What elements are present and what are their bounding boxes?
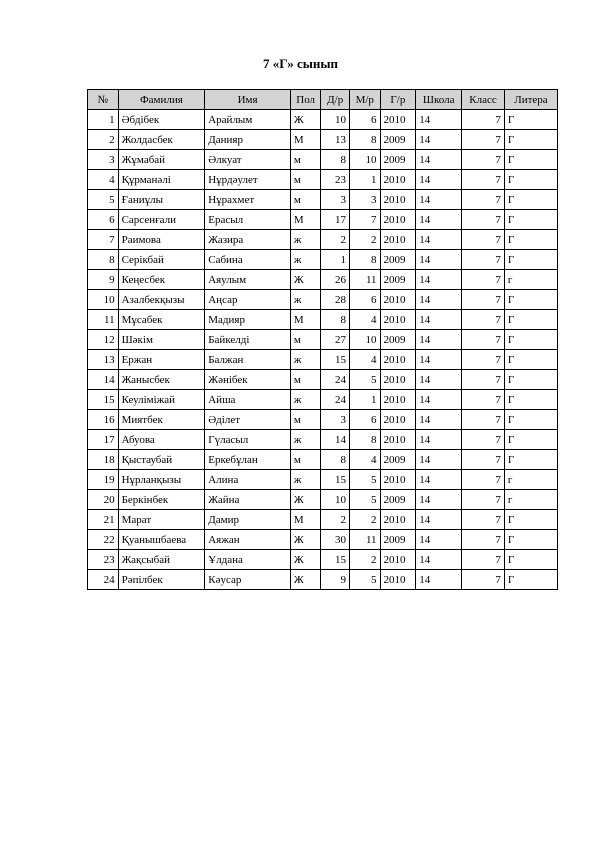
- cell-month: 10: [349, 330, 380, 350]
- cell-school: 14: [416, 370, 462, 390]
- cell-year: 2010: [380, 550, 416, 570]
- cell-surname: Жаныcбек: [118, 370, 205, 390]
- table-row: [88, 390, 558, 410]
- cell-letter: Г: [504, 150, 557, 170]
- cell-letter: Г: [504, 250, 557, 270]
- cell-month: 7: [349, 210, 380, 230]
- cell-name: Арайлым: [205, 110, 291, 130]
- cell-name: Әділет: [205, 410, 291, 430]
- cell-day: 13: [321, 130, 350, 150]
- cell-year: 2009: [380, 330, 416, 350]
- cell-number: 4: [88, 170, 119, 190]
- cell-number: 17: [88, 430, 119, 450]
- cell-class: 7: [462, 510, 505, 530]
- cell-surname: Кеуліміжай: [118, 390, 205, 410]
- cell-year: 2010: [380, 470, 416, 490]
- cell-gender: М: [290, 310, 321, 330]
- cell-class: 7: [462, 430, 505, 450]
- column-header: №: [88, 90, 119, 110]
- student-table: [87, 89, 558, 590]
- table-row: [88, 490, 558, 510]
- cell-surname: Беркінбек: [118, 490, 205, 510]
- cell-letter: Г: [504, 130, 557, 150]
- cell-month: 8: [349, 430, 380, 450]
- cell-school: 14: [416, 290, 462, 310]
- cell-letter: Г: [504, 330, 557, 350]
- cell-class: 7: [462, 370, 505, 390]
- cell-letter: Г: [504, 230, 557, 250]
- cell-class: 7: [462, 110, 505, 130]
- cell-surname: Құрманәлі: [118, 170, 205, 190]
- cell-class: 7: [462, 250, 505, 270]
- cell-surname: Рәпілбек: [118, 570, 205, 590]
- column-header: Д/р: [321, 90, 350, 110]
- cell-class: 7: [462, 410, 505, 430]
- cell-letter: Г: [504, 290, 557, 310]
- cell-day: 28: [321, 290, 350, 310]
- cell-year: 2010: [380, 230, 416, 250]
- cell-year: 2009: [380, 250, 416, 270]
- cell-year: 2009: [380, 530, 416, 550]
- table-row: [88, 190, 558, 210]
- cell-day: 10: [321, 490, 350, 510]
- cell-gender: м: [290, 370, 321, 390]
- cell-name: Айша: [205, 390, 291, 410]
- cell-month: 4: [349, 450, 380, 470]
- cell-school: 14: [416, 110, 462, 130]
- cell-day: 8: [321, 450, 350, 470]
- cell-letter: Г: [504, 450, 557, 470]
- cell-gender: М: [290, 210, 321, 230]
- cell-school: 14: [416, 470, 462, 490]
- cell-school: 14: [416, 350, 462, 370]
- cell-surname: Әбдібек: [118, 110, 205, 130]
- cell-class: 7: [462, 350, 505, 370]
- cell-month: 6: [349, 290, 380, 310]
- cell-year: 2009: [380, 130, 416, 150]
- cell-month: 11: [349, 270, 380, 290]
- cell-name: Әлкуат: [205, 150, 291, 170]
- table-row: [88, 270, 558, 290]
- cell-day: 8: [321, 150, 350, 170]
- cell-day: 24: [321, 390, 350, 410]
- cell-surname: Раимова: [118, 230, 205, 250]
- cell-month: 1: [349, 170, 380, 190]
- table-row: [88, 430, 558, 450]
- cell-surname: Миятбек: [118, 410, 205, 430]
- table-row: [88, 110, 558, 130]
- cell-gender: ж: [290, 250, 321, 270]
- cell-surname: Ержан: [118, 350, 205, 370]
- cell-school: 14: [416, 450, 462, 470]
- cell-year: 2010: [380, 410, 416, 430]
- cell-gender: ж: [290, 470, 321, 490]
- cell-class: 7: [462, 470, 505, 490]
- column-header: Класс: [462, 90, 505, 110]
- cell-gender: М: [290, 130, 321, 150]
- cell-gender: м: [290, 450, 321, 470]
- cell-class: 7: [462, 270, 505, 290]
- cell-month: 3: [349, 190, 380, 210]
- cell-class: 7: [462, 450, 505, 470]
- cell-day: 27: [321, 330, 350, 350]
- cell-school: 14: [416, 190, 462, 210]
- column-header: Имя: [205, 90, 291, 110]
- page-title: 7 «Г» сынып: [263, 56, 338, 71]
- cell-gender: м: [290, 330, 321, 350]
- cell-gender: м: [290, 410, 321, 430]
- cell-letter: Г: [504, 210, 557, 230]
- cell-school: 14: [416, 250, 462, 270]
- cell-surname: Абуова: [118, 430, 205, 450]
- cell-gender: Ж: [290, 530, 321, 550]
- column-header: Пол: [290, 90, 321, 110]
- cell-name: Дамир: [205, 510, 291, 530]
- cell-month: 5: [349, 490, 380, 510]
- table-row: [88, 450, 558, 470]
- cell-name: Жайна: [205, 490, 291, 510]
- cell-name: Жазира: [205, 230, 291, 250]
- cell-year: 2009: [380, 270, 416, 290]
- cell-number: 7: [88, 230, 119, 250]
- cell-day: 10: [321, 110, 350, 130]
- cell-number: 2: [88, 130, 119, 150]
- cell-letter: Г: [504, 430, 557, 450]
- cell-school: 14: [416, 230, 462, 250]
- cell-school: 14: [416, 130, 462, 150]
- cell-name: Аңсар: [205, 290, 291, 310]
- cell-gender: Ж: [290, 550, 321, 570]
- cell-month: 8: [349, 250, 380, 270]
- cell-day: 15: [321, 550, 350, 570]
- cell-class: 7: [462, 150, 505, 170]
- cell-month: 10: [349, 150, 380, 170]
- cell-gender: Ж: [290, 270, 321, 290]
- cell-number: 8: [88, 250, 119, 270]
- cell-class: 7: [462, 310, 505, 330]
- cell-school: 14: [416, 530, 462, 550]
- cell-name: Балжан: [205, 350, 291, 370]
- table-row: [88, 150, 558, 170]
- cell-month: 5: [349, 370, 380, 390]
- table-row: [88, 250, 558, 270]
- table-row: [88, 210, 558, 230]
- cell-gender: ж: [290, 230, 321, 250]
- cell-year: 2010: [380, 570, 416, 590]
- cell-gender: ж: [290, 430, 321, 450]
- cell-number: 19: [88, 470, 119, 490]
- cell-surname: Ғаниұлы: [118, 190, 205, 210]
- table-row: [88, 230, 558, 250]
- cell-year: 2010: [380, 190, 416, 210]
- table-row: [88, 510, 558, 530]
- cell-letter: Г: [504, 390, 557, 410]
- cell-month: 8: [349, 130, 380, 150]
- cell-letter: Г: [504, 550, 557, 570]
- cell-year: 2010: [380, 350, 416, 370]
- cell-day: 2: [321, 510, 350, 530]
- cell-surname: Жұмабай: [118, 150, 205, 170]
- cell-class: 7: [462, 390, 505, 410]
- cell-number: 10: [88, 290, 119, 310]
- column-header: Г/р: [380, 90, 416, 110]
- cell-gender: ж: [290, 350, 321, 370]
- cell-day: 14: [321, 430, 350, 450]
- cell-number: 16: [88, 410, 119, 430]
- cell-school: 14: [416, 270, 462, 290]
- cell-name: Аяулым: [205, 270, 291, 290]
- cell-class: 7: [462, 550, 505, 570]
- cell-school: 14: [416, 310, 462, 330]
- cell-month: 2: [349, 510, 380, 530]
- cell-letter: Г: [504, 170, 557, 190]
- cell-school: 14: [416, 410, 462, 430]
- cell-gender: М: [290, 510, 321, 530]
- cell-name: Кәусар: [205, 570, 291, 590]
- cell-gender: ж: [290, 290, 321, 310]
- column-header: Фамилия: [118, 90, 205, 110]
- cell-number: 23: [88, 550, 119, 570]
- cell-month: 4: [349, 350, 380, 370]
- cell-number: 5: [88, 190, 119, 210]
- table-row: [88, 290, 558, 310]
- cell-number: 20: [88, 490, 119, 510]
- cell-month: 5: [349, 470, 380, 490]
- cell-letter: Г: [504, 310, 557, 330]
- cell-day: 26: [321, 270, 350, 290]
- cell-year: 2010: [380, 390, 416, 410]
- cell-month: 6: [349, 110, 380, 130]
- cell-class: 7: [462, 190, 505, 210]
- cell-number: 12: [88, 330, 119, 350]
- cell-day: 1: [321, 250, 350, 270]
- cell-name: Нұрахмет: [205, 190, 291, 210]
- cell-school: 14: [416, 390, 462, 410]
- cell-school: 14: [416, 570, 462, 590]
- cell-name: Аяжан: [205, 530, 291, 550]
- table-row: [88, 330, 558, 350]
- cell-gender: м: [290, 170, 321, 190]
- cell-class: 7: [462, 490, 505, 510]
- cell-month: 2: [349, 550, 380, 570]
- cell-month: 6: [349, 410, 380, 430]
- cell-letter: г: [504, 470, 557, 490]
- cell-day: 3: [321, 190, 350, 210]
- cell-year: 2010: [380, 110, 416, 130]
- cell-school: 14: [416, 210, 462, 230]
- cell-letter: Г: [504, 510, 557, 530]
- cell-surname: Серікбай: [118, 250, 205, 270]
- cell-number: 15: [88, 390, 119, 410]
- table-row: [88, 470, 558, 490]
- table-row: [88, 570, 558, 590]
- cell-day: 15: [321, 350, 350, 370]
- cell-surname: Жолдасбек: [118, 130, 205, 150]
- cell-number: 11: [88, 310, 119, 330]
- cell-day: 23: [321, 170, 350, 190]
- column-header: Литера: [504, 90, 557, 110]
- cell-letter: Г: [504, 570, 557, 590]
- cell-name: Ұлдана: [205, 550, 291, 570]
- table-row: [88, 350, 558, 370]
- table-row: [88, 170, 558, 190]
- cell-surname: Кеңесбек: [118, 270, 205, 290]
- cell-day: 3: [321, 410, 350, 430]
- column-header: М/р: [349, 90, 380, 110]
- cell-letter: Г: [504, 350, 557, 370]
- cell-month: 2: [349, 230, 380, 250]
- cell-name: Ерасыл: [205, 210, 291, 230]
- cell-number: 3: [88, 150, 119, 170]
- cell-surname: Шәкім: [118, 330, 205, 350]
- cell-class: 7: [462, 230, 505, 250]
- cell-day: 8: [321, 310, 350, 330]
- cell-year: 2010: [380, 310, 416, 330]
- cell-day: 24: [321, 370, 350, 390]
- cell-name: Еркебұлан: [205, 450, 291, 470]
- cell-name: Жәнібек: [205, 370, 291, 390]
- cell-letter: Г: [504, 370, 557, 390]
- table-row: [88, 550, 558, 570]
- cell-letter: Г: [504, 410, 557, 430]
- cell-gender: Ж: [290, 110, 321, 130]
- table-row: [88, 130, 558, 150]
- cell-day: 17: [321, 210, 350, 230]
- cell-class: 7: [462, 330, 505, 350]
- cell-school: 14: [416, 150, 462, 170]
- cell-gender: м: [290, 190, 321, 210]
- cell-letter: Г: [504, 190, 557, 210]
- column-header: Школа: [416, 90, 462, 110]
- cell-day: 30: [321, 530, 350, 550]
- cell-surname: Азалбекқызы: [118, 290, 205, 310]
- cell-letter: Г: [504, 530, 557, 550]
- cell-surname: Мұсабек: [118, 310, 205, 330]
- cell-class: 7: [462, 130, 505, 150]
- cell-year: 2010: [380, 510, 416, 530]
- table-row: [88, 370, 558, 390]
- cell-gender: м: [290, 150, 321, 170]
- cell-month: 1: [349, 390, 380, 410]
- cell-school: 14: [416, 170, 462, 190]
- cell-surname: Қуанышбаева: [118, 530, 205, 550]
- cell-surname: Қыстаубай: [118, 450, 205, 470]
- cell-name: Алина: [205, 470, 291, 490]
- cell-month: 11: [349, 530, 380, 550]
- cell-school: 14: [416, 330, 462, 350]
- cell-name: Данияр: [205, 130, 291, 150]
- cell-class: 7: [462, 570, 505, 590]
- cell-name: Гүласыл: [205, 430, 291, 450]
- cell-year: 2010: [380, 290, 416, 310]
- cell-name: Нұрдәулет: [205, 170, 291, 190]
- cell-number: 6: [88, 210, 119, 230]
- cell-class: 7: [462, 170, 505, 190]
- cell-school: 14: [416, 510, 462, 530]
- table-row: [88, 530, 558, 550]
- cell-day: 9: [321, 570, 350, 590]
- cell-year: 2009: [380, 150, 416, 170]
- cell-surname: Жақсыбай: [118, 550, 205, 570]
- cell-number: 22: [88, 530, 119, 550]
- cell-year: 2009: [380, 490, 416, 510]
- cell-number: 18: [88, 450, 119, 470]
- cell-number: 14: [88, 370, 119, 390]
- cell-gender: Ж: [290, 490, 321, 510]
- cell-month: 4: [349, 310, 380, 330]
- cell-class: 7: [462, 210, 505, 230]
- header-row: [88, 90, 558, 110]
- cell-name: Мадияр: [205, 310, 291, 330]
- cell-school: 14: [416, 430, 462, 450]
- cell-surname: Нұрланқызы: [118, 470, 205, 490]
- cell-year: 2009: [380, 450, 416, 470]
- cell-year: 2010: [380, 370, 416, 390]
- cell-class: 7: [462, 530, 505, 550]
- cell-surname: Сарсенғали: [118, 210, 205, 230]
- cell-school: 14: [416, 550, 462, 570]
- cell-letter: г: [504, 490, 557, 510]
- cell-number: 1: [88, 110, 119, 130]
- cell-number: 9: [88, 270, 119, 290]
- cell-number: 13: [88, 350, 119, 370]
- cell-month: 5: [349, 570, 380, 590]
- cell-day: 15: [321, 470, 350, 490]
- cell-year: 2010: [380, 210, 416, 230]
- cell-number: 21: [88, 510, 119, 530]
- cell-gender: Ж: [290, 570, 321, 590]
- cell-name: Байкелді: [205, 330, 291, 350]
- cell-day: 2: [321, 230, 350, 250]
- cell-name: Сабина: [205, 250, 291, 270]
- cell-school: 14: [416, 490, 462, 510]
- cell-class: 7: [462, 290, 505, 310]
- cell-letter: г: [504, 270, 557, 290]
- cell-surname: Марат: [118, 510, 205, 530]
- cell-gender: ж: [290, 390, 321, 410]
- cell-year: 2010: [380, 170, 416, 190]
- table-row: [88, 410, 558, 430]
- cell-letter: Г: [504, 110, 557, 130]
- cell-year: 2010: [380, 430, 416, 450]
- table-row: [88, 310, 558, 330]
- cell-number: 24: [88, 570, 119, 590]
